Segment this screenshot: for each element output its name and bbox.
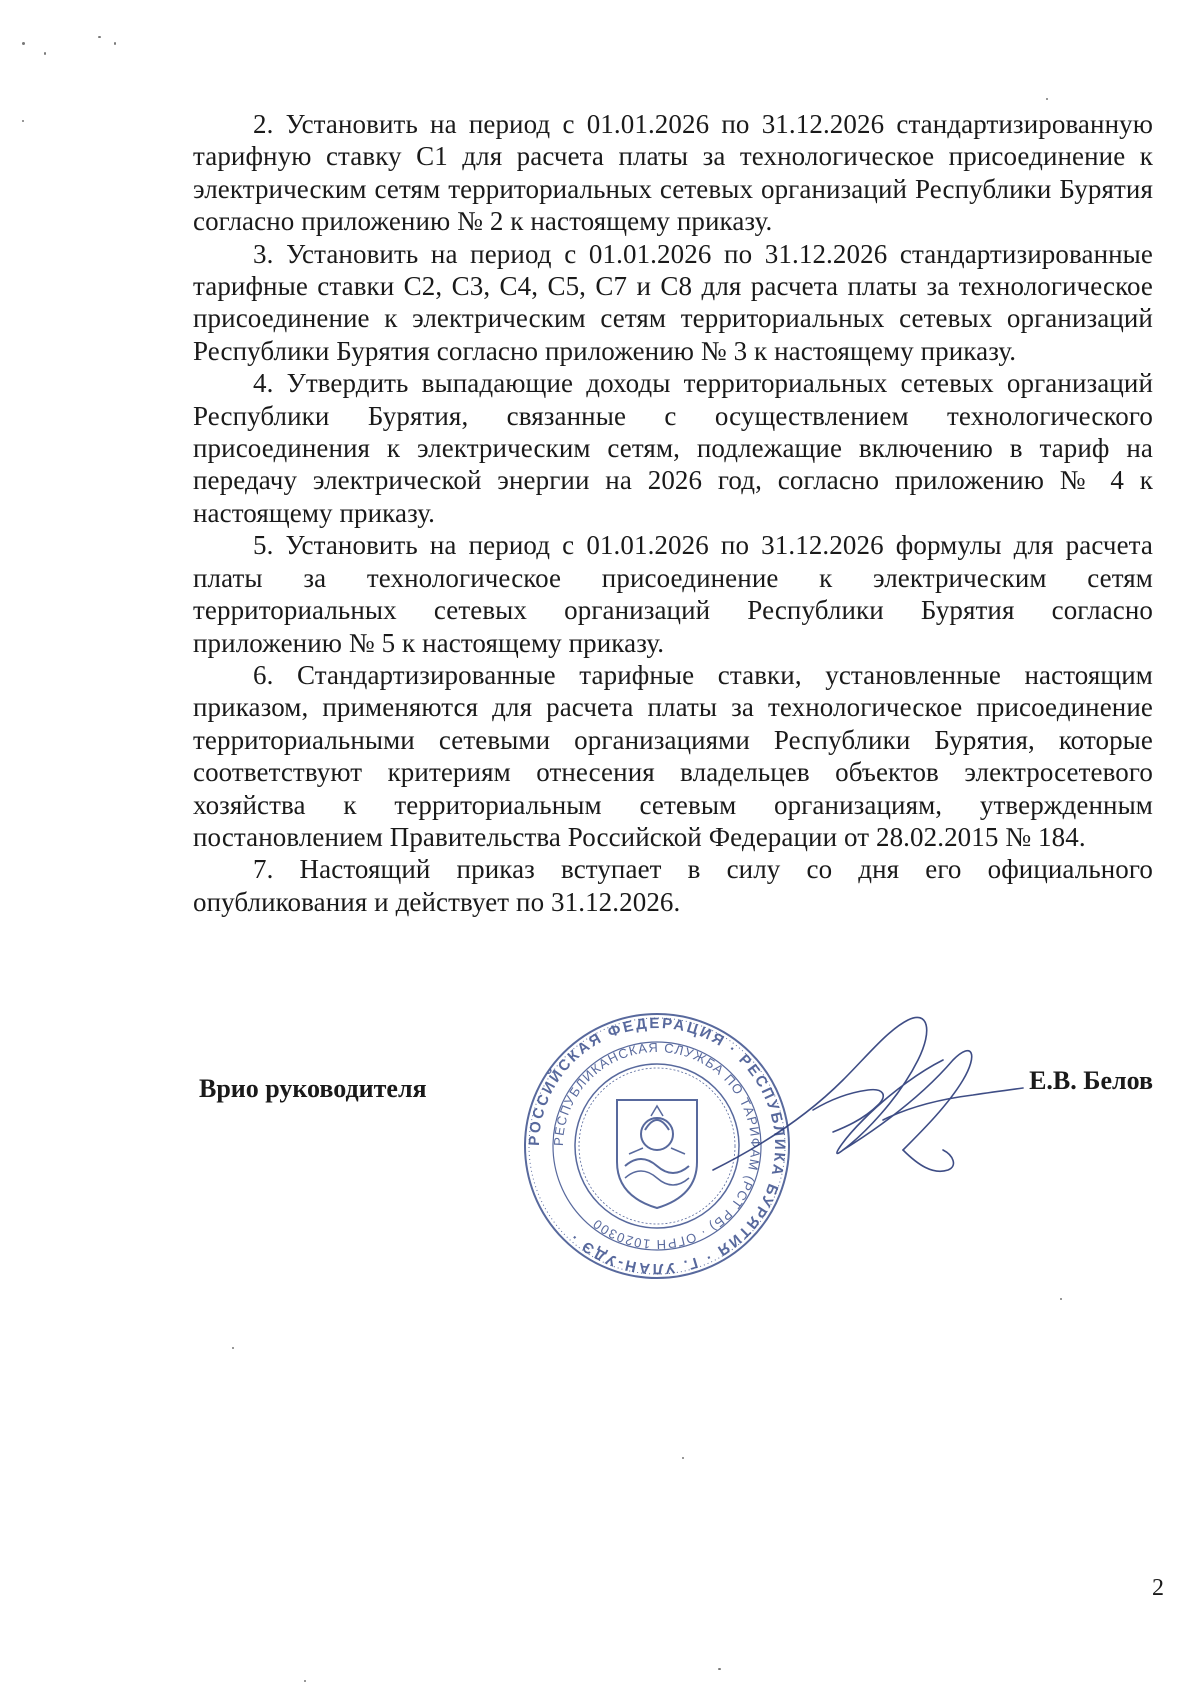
scan-speck [98,36,101,38]
scan-speck [682,1457,684,1459]
paragraph-3: 3. Установить на период с 01.01.2026 по 31.12.2026 стандартизированные тарифные ставки С2, С3, С4, С5, С7 и С8 для расчета платы за технологическое присоединение к электрическим сетям территориальных сетевых организаций Республики Бурятия согласно приложению № 3 к настоящему приказу. [193,238,1153,366]
paragraph-4: 4. Утвердить выпадающие доходы территориальных сетевых организаций Республики Бурятия, связанные с осуществлением технологического присоединения к электрическим сетям, подлежащие включению в тариф на передачу электрической энергии на 2026 год, согласно приложению № 4 к настоящему приказу. [193,368,1153,528]
seal-outer-text: РОССИЙСКАЯ ФЕДЕРАЦИЯ · РЕСПУБЛИКА БУРЯТИЯ · Г. УЛАН-УДЭ · [525,1014,789,1278]
scan-speck [22,120,24,122]
scan-speck [44,52,46,55]
scan-speck [232,1347,234,1349]
signatory-name: Е.В. Белов [1029,1066,1153,1095]
page-number: 2 [1152,1575,1164,1601]
seal-inner-text: РЕСПУБЛИКАНСКАЯ СЛУЖБА ПО ТАРИФАМ (РСТ РБ) · ОГРН 1020300 [550,1039,764,1253]
paragraph-7: 7. Настоящий приказ вступает в силу со дня его официального опубликования и действует по 31.12.2026. [193,854,1153,917]
scan-speck [114,42,116,45]
paragraph-2: 2. Установить на период с 01.01.2026 по 31.12.2026 стандартизированную тарифную ставку С1 для расчета платы за технологическое присоединение к электрическим сетям территориальных сетевых организаций Республики Бурятия согласно приложению № 2 к настоящему приказу. [193,109,1153,237]
signatory-title: Врио руководителя [199,1074,427,1103]
paragraph-5: 5. Установить на период с 01.01.2026 по 31.12.2026 формулы для расчета платы за технологическое присоединение к электрическим сетям территориальных сетевых организаций Республики Бурятия согласно приложению № 5 к настоящему приказу. [193,530,1153,658]
scan-speck [22,42,25,45]
scan-speck [718,1668,721,1670]
scan-speck [304,1680,306,1682]
order-body [193,108,1153,918]
scan-speck [1060,1298,1062,1300]
signature-block [193,1014,1153,1280]
paragraph-6: 6. Стандартизированные тарифные ставки, установленные настоящим приказом, применяются для расчета платы за технологическое присоединение территориальными сетевыми организациями Республики Бурятия, которые соответствуют критериям отнесения владельцев объектов электросетевого хозяйства к территориальным сетевым организациям, утвержденным постановлением Правительства Российской Федерации от 28.02.2015 № 184. [193,659,1153,852]
handwritten-signature [693,1000,1033,1240]
scan-speck [1046,98,1048,100]
